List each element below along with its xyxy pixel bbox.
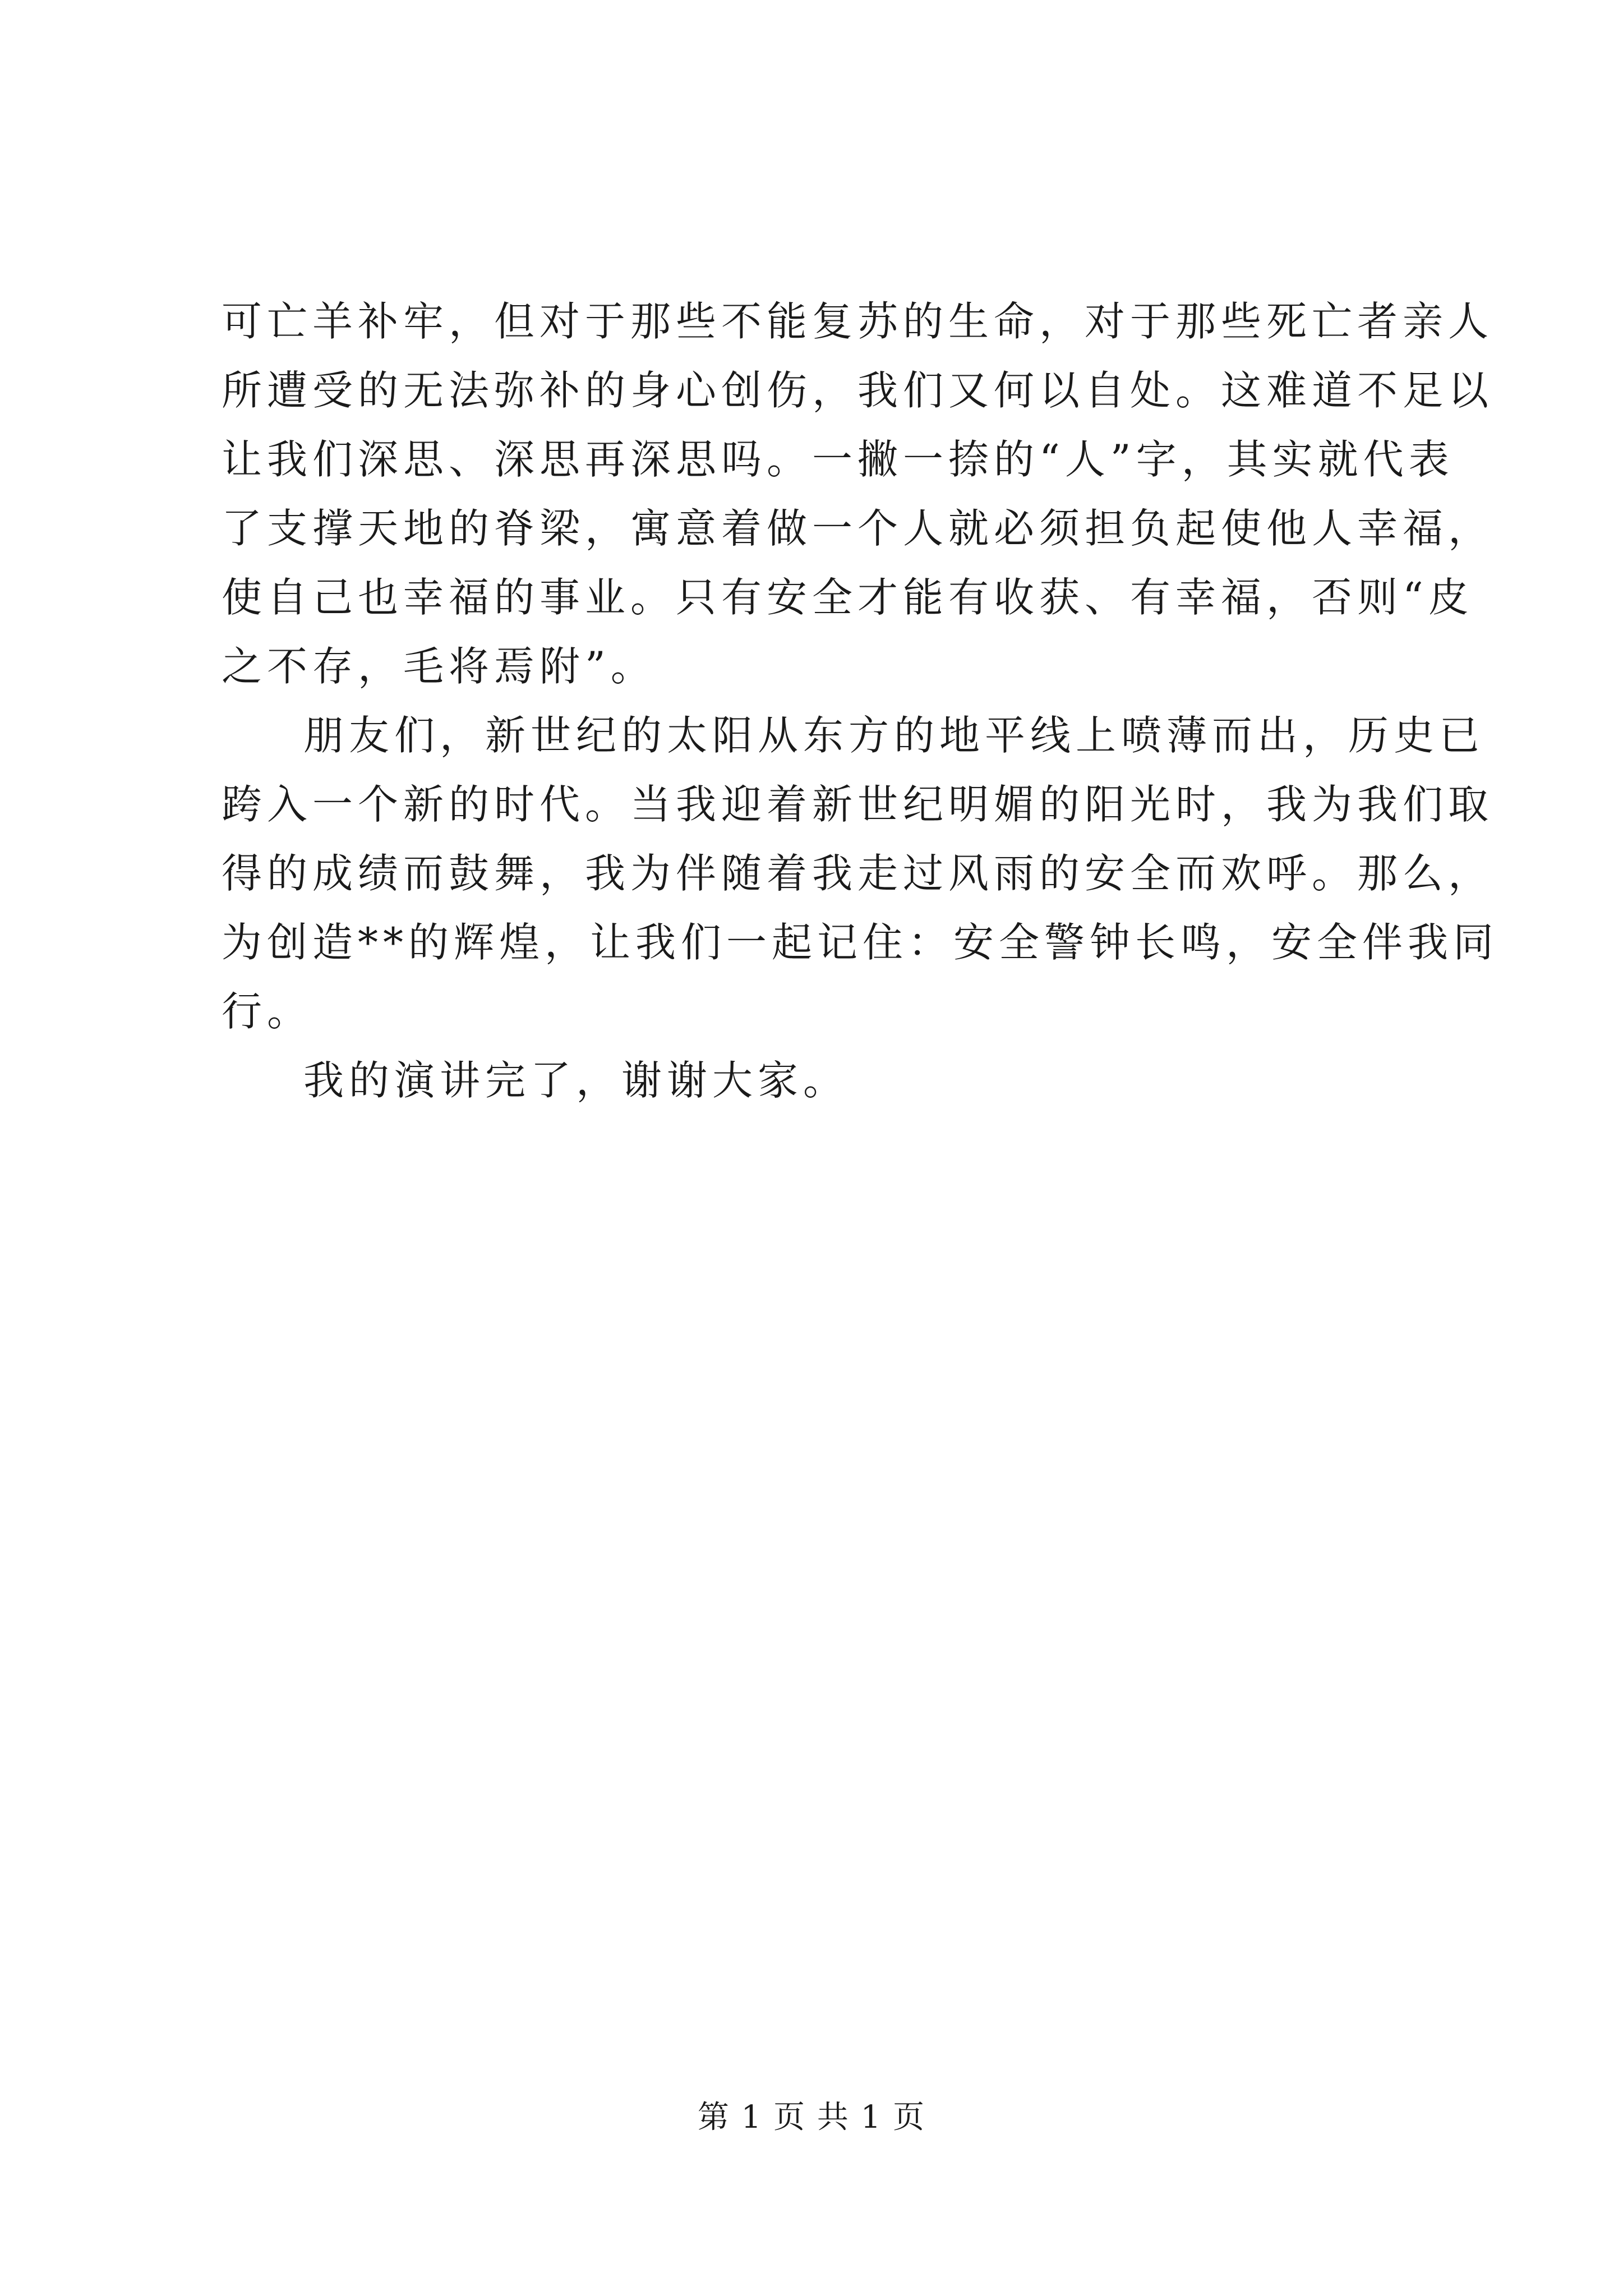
text-line: 行。 [222,988,313,1035]
text-line: 让我们深思、深思再深思吗。一撇一捺的“人”字，其实就代表 [222,436,1454,483]
page-footer: 第 1 页 共 1 页 [697,2099,926,2136]
paragraph-first-line: 朋友们，新世纪的太阳从东方的地平线上喷薄而出，历史已 [303,712,1485,759]
text-line: 了支撑天地的脊梁，寓意着做一个人就必须担负起使他人幸福， [222,505,1494,552]
text-line: 可亡羊补牢，但对于那些不能复苏的生命，对于那些死亡者亲人 [222,298,1494,345]
closing-line: 我的演讲完了，谢谢大家。 [303,1057,849,1104]
text-line: 使自己也幸福的事业。只有安全才能有收获、有幸福，否则“皮 [222,574,1474,621]
text-line: 为创造**的辉煌，让我们一起记住：安全警钟长鸣，安全伴我同 [222,919,1499,966]
speech-body [222,287,1499,1115]
text-line: 所遭受的无法弥补的身心创伤，我们又何以自处。这难道不足以 [222,367,1494,414]
text-line: 得的成绩而鼓舞，我为伴随着我走过风雨的安全而欢呼。那么， [222,850,1494,897]
text-line: 跨入一个新的时代。当我迎着新世纪明媚的阳光时，我为我们取 [222,781,1494,828]
text-line: 之不存，毛将焉附”。 [222,643,656,690]
